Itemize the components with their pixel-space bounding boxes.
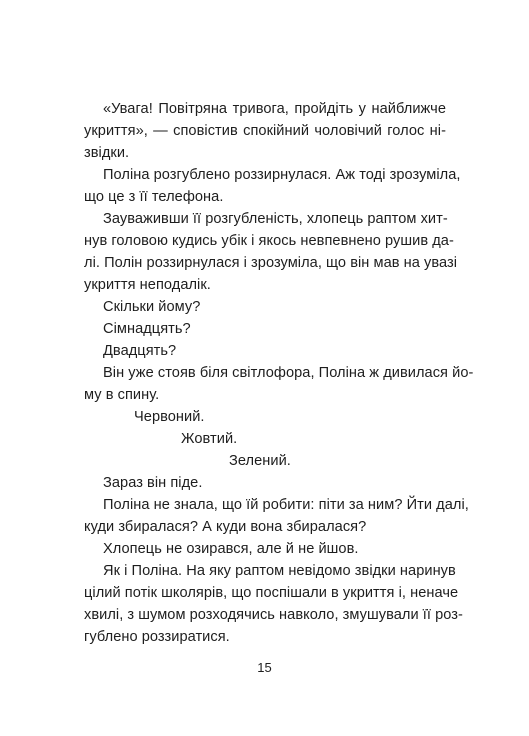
text-line: звідки. bbox=[84, 145, 130, 161]
text-line: «Увага! Повітряна тривога, пройдіть у найближче bbox=[103, 101, 446, 117]
text-line: Зелений. bbox=[229, 453, 291, 469]
text-line: Зараз він піде. bbox=[103, 475, 203, 491]
text-line: Зауваживши її розгубленість, хлопець раптом хит- bbox=[103, 211, 448, 227]
text-line: що це з її телефона. bbox=[84, 189, 224, 205]
text-line: нув головою кудись убік і якось невпевнено рушив да- bbox=[84, 233, 454, 249]
text-line: Сімнадцять? bbox=[103, 321, 191, 337]
text-line: Він уже стояв біля світлофора, Поліна ж дивилася йо- bbox=[103, 365, 474, 381]
text-line: хвилі, з шумом розходячись навколо, змушували її роз- bbox=[84, 607, 463, 623]
text-line: му в спину. bbox=[84, 387, 160, 403]
text-line: Як і Поліна. На яку раптом невідомо звідки наринув bbox=[103, 563, 456, 579]
text-line: гублено роззиратися. bbox=[84, 629, 230, 645]
text-line: лі. Полін роззирнулася і зрозуміла, що він мав на увазі bbox=[84, 255, 458, 271]
text-line: укриття неподалік. bbox=[84, 277, 211, 293]
text-line: Червоний. bbox=[134, 409, 205, 425]
text-line: куди збиралася? А куди вона збиралася? bbox=[84, 519, 367, 535]
text-line: Жовтий. bbox=[181, 431, 238, 447]
text-line: Поліна розгублено роззирнулася. Аж тоді зрозуміла, bbox=[103, 167, 461, 183]
text-line: Хлопець не озирався, але й не йшов. bbox=[103, 541, 359, 557]
text-line: укриття», — сповістив спокійний чоловічий голос ні- bbox=[84, 123, 446, 139]
page-number: 15 bbox=[257, 660, 272, 675]
text-line: Поліна не знала, що їй робити: піти за ним? Йти далі, bbox=[103, 497, 469, 513]
text-line: Скільки йому? bbox=[103, 299, 201, 315]
text-line: Двадцять? bbox=[103, 343, 177, 359]
text-line: цілий потік школярів, що поспішали в укриття і, неначе bbox=[84, 585, 459, 601]
